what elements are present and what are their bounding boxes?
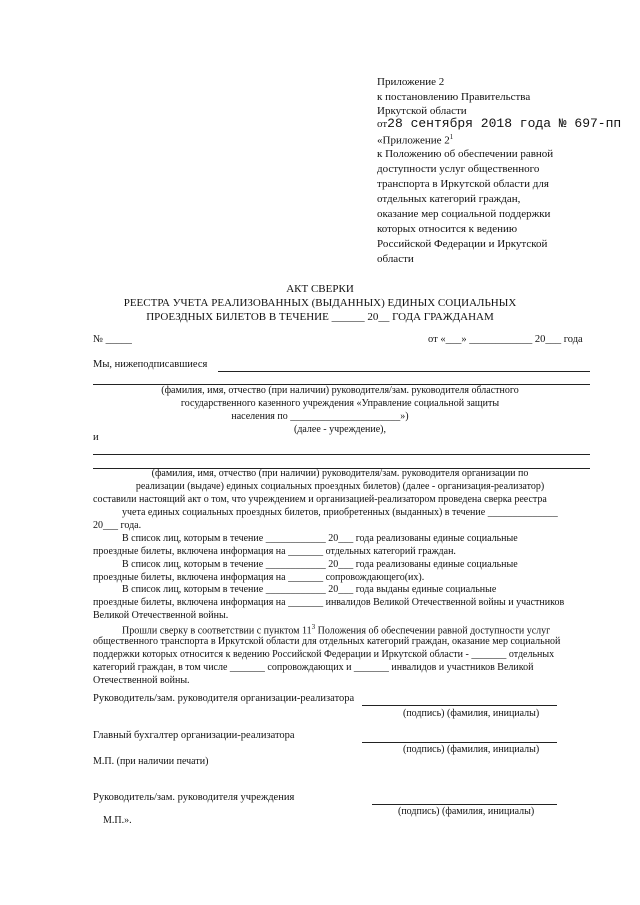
- sig-accountant-label: Главный бухгалтер организации-реализатора: [93, 730, 295, 741]
- para5-line5: Отечественной войны.: [93, 675, 190, 686]
- caption-institution-4: (далее - учреждение),: [293, 424, 387, 435]
- decree-date: [377, 116, 621, 131]
- sig-accountant-line: [362, 742, 557, 743]
- sig-head-inst-caption: (подпись) (фамилия, инициалы): [398, 806, 535, 817]
- para2-line2: проездные билеты, включена информация на _______ отдельных категорий граждан.: [93, 546, 456, 557]
- position-line-8: области: [377, 253, 414, 265]
- appendix-quote-text: «Приложение 2: [377, 134, 450, 147]
- para5-line1-b: Положения об обеспечении равной доступности услуг: [315, 625, 551, 637]
- para3-line2: проездные билеты, включена информация на _______ сопровождающего(их).: [93, 572, 425, 583]
- appendix-superscript: 1: [449, 133, 454, 141]
- act-date: от «___» ____________ 20___ года: [428, 334, 583, 345]
- para5-line3: поддержки которых относится к ведению Российской Федерации и Иркутской области - _______ отдельных: [93, 649, 555, 660]
- and-label: и: [93, 432, 99, 443]
- undersigned-label: Мы, нижеподписавшиеся: [93, 359, 208, 370]
- para5-line1: [122, 623, 550, 636]
- sig-head-org-line: [362, 705, 557, 706]
- caption-org-2: реализации (выдаче) единых социальных проездных билетов) (далее - организация-реализатор): [135, 481, 545, 492]
- appendix-quote: [377, 133, 453, 147]
- sig-accountant-caption: (подпись) (фамилия, инициалы): [403, 744, 540, 755]
- position-line-4: отдельных категорий граждан,: [377, 193, 521, 205]
- para4-line1: В список лиц, которым в течение ____________ 20___ года выданы единые социальные: [122, 584, 497, 595]
- caption-institution-3: населения по ______________________»): [231, 411, 409, 422]
- position-line-6: которых относится к ведению: [377, 223, 518, 235]
- para1-line2: учета единых социальных проездных билетов, приобретенных (выданных) в течение ______________: [122, 507, 558, 518]
- stamp-note: М.П. (при наличии печати): [93, 756, 209, 767]
- position-line-5: оказание мер социальной поддержки: [377, 208, 551, 220]
- sig-head-inst-label: Руководитель/зам. руководителя учреждения: [93, 792, 295, 803]
- act-number: № _____: [93, 334, 132, 345]
- title-line-1: АКТ СВЕРКИ: [286, 283, 354, 295]
- region-line: Иркутской области: [377, 105, 467, 117]
- para1-line1: составили настоящий акт о том, что учреждением и организацией-реализатором проведена сверка реестра: [93, 494, 547, 505]
- para1-line3: 20___ года.: [93, 520, 142, 531]
- title-line-3: ПРОЕЗДНЫХ БИЛЕТОВ В ТЕЧЕНИЕ ______ 20__ ГОДА ГРАЖДАНАМ: [146, 311, 494, 323]
- para4-line2: проездные билеты, включена информация на _______ инвалидов Великой Отечественной войны и участников: [93, 597, 565, 608]
- position-line-2: доступности услуг общественного: [377, 163, 540, 175]
- para2-line1: В список лиц, которым в течение ____________ 20___ года реализованы единые социальные: [122, 533, 518, 544]
- mp-end: М.П.».: [103, 815, 132, 826]
- para5-line4: категорий граждан, в том числе _______ сопровождающих и _______ инвалидов и участников Великой: [93, 662, 534, 673]
- para4-line3: Великой Отечественной войны.: [93, 610, 229, 621]
- sig-head-org-label: Руководитель/зам. руководителя организации-реализатора: [93, 693, 355, 704]
- decree-line: к постановлению Правительства: [377, 91, 531, 103]
- para5-line1-a: Прошли сверку в соответствии с пунктом 11: [122, 625, 312, 637]
- undersigned-line: [218, 371, 590, 372]
- org-line-1: [93, 454, 590, 455]
- title-line-2: РЕЕСТРА УЧЕТА РЕАЛИЗОВАННЫХ (ВЫДАННЫХ) ЕДИНЫХ СОЦИАЛЬНЫХ: [123, 297, 517, 309]
- date-prefix: от: [377, 118, 388, 130]
- para5-line2: общественного транспорта в Иркутской области для отдельных категорий граждан, оказание мер социальной: [93, 636, 561, 647]
- caption-institution-2: государственного казенного учреждения «Управление социальной защиты: [180, 398, 500, 409]
- sig-head-inst-line: [372, 804, 557, 805]
- appendix-label: Приложение 2: [377, 76, 445, 88]
- position-line-3: транспорта в Иркутской области для: [377, 178, 549, 190]
- para3-line1: В список лиц, которым в течение ____________ 20___ года реализованы единые социальные: [122, 559, 518, 570]
- position-line-7: Российской Федерации и Иркутской: [377, 238, 548, 250]
- para5-superscript: 3: [311, 623, 316, 631]
- caption-institution-1: (фамилия, имя, отчество (при наличии) руководителя/зам. руководителя областного: [161, 385, 519, 396]
- sig-head-org-caption: (подпись) (фамилия, инициалы): [403, 708, 540, 719]
- caption-org-1: (фамилия, имя, отчество (при наличии) руководителя/зам. руководителя организации по: [151, 468, 529, 479]
- position-line-1: к Положению об обеспечении равной: [377, 148, 554, 160]
- date-value: 28 сентября 2018 года № 697-пп: [387, 116, 622, 131]
